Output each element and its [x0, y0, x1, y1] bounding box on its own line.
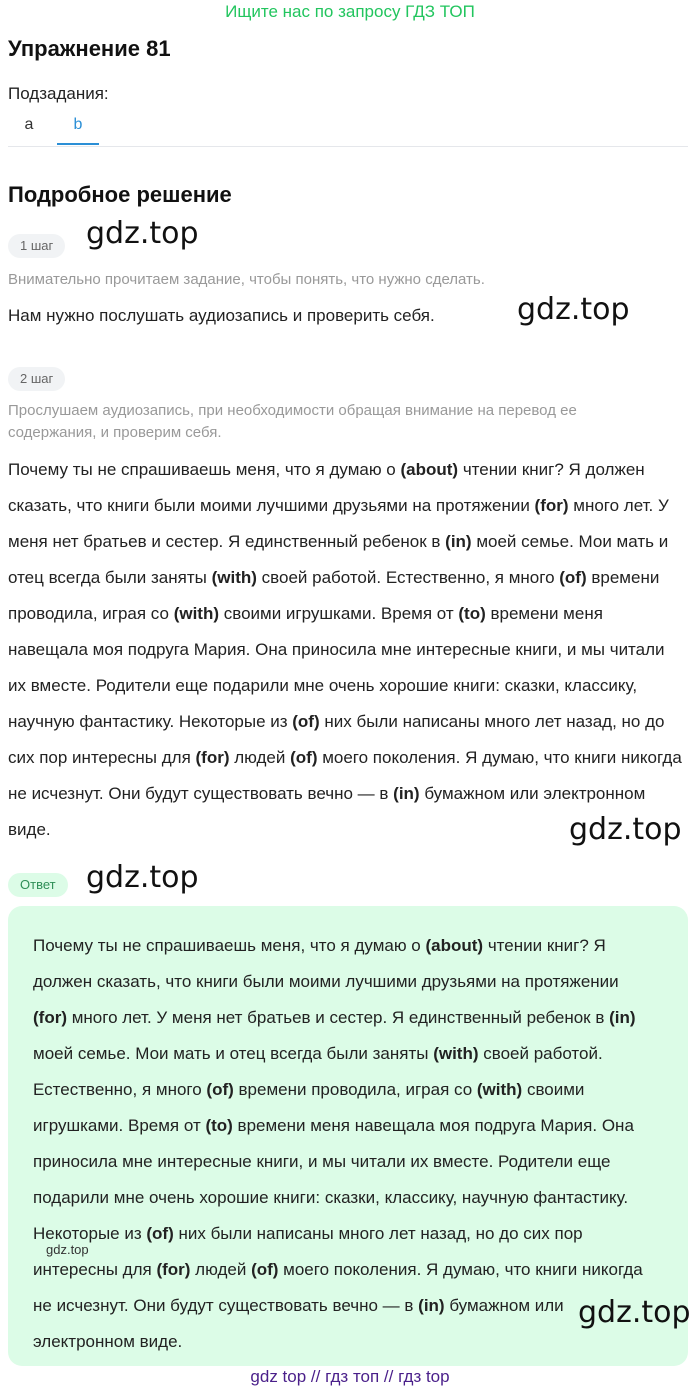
preposition: (with) [173, 604, 220, 623]
preposition: (about) [425, 936, 484, 955]
text-segment: много лет. У меня нет братьев и сестер. Я единственный ребенок в [66, 1008, 610, 1027]
tab-b[interactable]: b [73, 116, 83, 133]
watermark-5: gdz.top [46, 1242, 89, 1257]
preposition: (of) [290, 748, 318, 767]
text-segment: своими игрушками. Время от [219, 604, 459, 623]
watermark-4: gdz.top [86, 860, 199, 895]
step1-text: Нам нужно послушать аудиозапись и проверить себя. [8, 306, 435, 325]
preposition: (to) [458, 604, 486, 623]
text-segment: времени проводила, играя со [8, 568, 660, 623]
text-segment: моего поколения. Я думаю, что книги никогда не исчезнут. Они будут существовать вечно — в [33, 1260, 643, 1315]
answer-text [33, 928, 653, 1360]
subtasks-label: Подзадания: [8, 84, 109, 103]
text-segment: времени проводила, играя со [233, 1080, 477, 1099]
preposition: (in) [418, 1296, 445, 1315]
text-segment: Почему ты не спрашиваешь меня, что я думаю о [8, 460, 401, 479]
watermark-2: gdz.top [517, 292, 630, 327]
watermark-1: gdz.top [86, 216, 199, 251]
preposition: (of) [146, 1224, 174, 1243]
text-segment: времени меня навещала моя подруга Мария. Она приносила мне интересные книги, и мы читали их вместе. Родители еще подарили мне очень хорошие книги: сказки, классику, научную фантастику. Некоторые из [33, 1116, 634, 1243]
step2-hint: Прослушаем аудиозапись, при необходимости обращая внимание на перевод ее содержания, и проверим себя. [8, 402, 577, 441]
page-title: Упражнение 81 [8, 36, 171, 61]
step2-badge: 2 шаг [8, 367, 65, 391]
preposition: (of) [292, 712, 320, 731]
active-tab-indicator [57, 143, 99, 145]
preposition: (with) [433, 1044, 479, 1063]
search-banner: Ищите нас по запросу ГДЗ ТОП [225, 2, 475, 21]
text-segment: чтении книг? Я должен сказать, что книги были моими лучшими друзьями на протяжении [8, 460, 645, 515]
text-segment: них были написаны много лет назад, но до сих пор интересны для [33, 1224, 583, 1279]
preposition: (for) [195, 748, 230, 767]
text-segment: своими игрушками. Время от [33, 1080, 585, 1135]
text-segment: чтении книг? Я должен сказать, что книги были моими лучшими друзьями на протяжении [33, 936, 619, 991]
text-segment: бумажном или электронном виде. [8, 784, 646, 839]
preposition: (of) [251, 1260, 279, 1279]
text-segment: людей [190, 1260, 252, 1279]
watermark-3: gdz.top [569, 812, 682, 847]
step1-badge: 1 шаг [8, 234, 65, 258]
preposition: (for) [534, 496, 569, 515]
text-segment: бумажном или электронном виде. [33, 1296, 564, 1351]
preposition: (to) [205, 1116, 233, 1135]
preposition: (for) [156, 1260, 191, 1279]
step1-hint: Внимательно прочитаем задание, чтобы понять, что нужно сделать. [8, 271, 485, 288]
text-segment: много лет. У меня нет братьев и сестер. Я единственный ребенок в [8, 496, 669, 551]
text-segment: своей работой. Естественно, я много [256, 568, 560, 587]
preposition: (about) [400, 460, 459, 479]
text-segment: своей работой. Естественно, я много [33, 1044, 603, 1099]
answer-badge: Ответ [8, 873, 68, 897]
tab-a[interactable]: a [24, 116, 34, 133]
preposition: (of) [206, 1080, 234, 1099]
watermark-6: gdz.top [578, 1295, 691, 1330]
text-segment: людей [229, 748, 291, 767]
preposition: (with) [211, 568, 257, 587]
text-segment: моего поколения. Я думаю, что книги никогда не исчезнут. Они будут существовать вечно — в [8, 748, 682, 803]
preposition: (in) [393, 784, 420, 803]
text-segment: Почему ты не спрашиваешь меня, что я думаю о [33, 936, 426, 955]
preposition: (in) [609, 1008, 636, 1027]
text-segment: времени меня навещала моя подруга Мария. Она приносила мне интересные книги, и мы читали их вместе. Родители еще подарили мне очень хорошие книги: сказки, классику, научную фантастику. Некоторые из [8, 604, 665, 731]
text-segment: них были написаны много лет назад, но до сих пор интересны для [8, 712, 665, 767]
preposition: (in) [445, 532, 472, 551]
step2-text [8, 452, 684, 848]
subtask-tabs [8, 108, 688, 147]
text-segment: моей семье. Мои мать и отец всегда были заняты [33, 1044, 434, 1063]
preposition: (of) [559, 568, 587, 587]
solution-title: Подробное решение [8, 182, 232, 207]
text-segment: моей семье. Мои мать и отец всегда были заняты [8, 532, 669, 587]
footer-watermark: gdz top // гдз топ // гдз top [250, 1367, 450, 1386]
preposition: (for) [33, 1008, 67, 1027]
preposition: (with) [476, 1080, 523, 1099]
